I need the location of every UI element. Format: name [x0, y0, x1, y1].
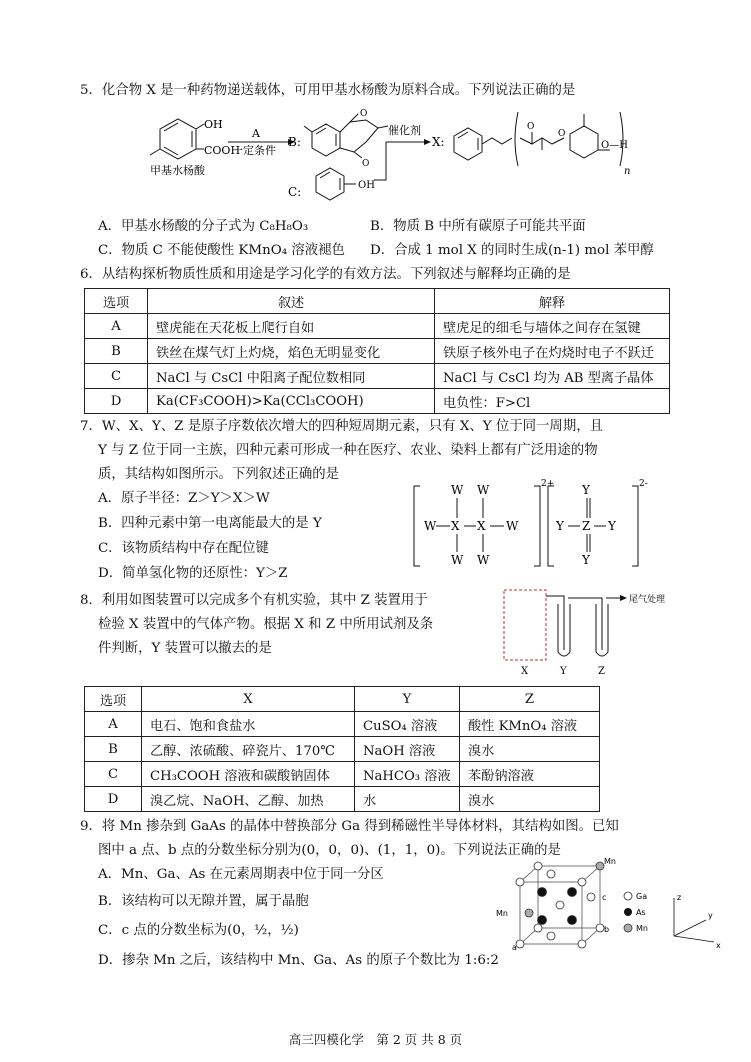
- atom-w-bottom-1: W: [451, 553, 464, 567]
- mn-legend-icon: [624, 924, 632, 932]
- table-row: [85, 389, 670, 414]
- q9-stem-line-1: 9．将 Mn 掺杂到 GaAs 的晶体中替换部分 Ga 得到稀磁性半导体材料，其结构如图。已知: [80, 819, 619, 834]
- x-repeat-n: n: [624, 166, 631, 177]
- cell-option: A: [85, 712, 142, 737]
- q7-structure-diagram: [410, 478, 650, 578]
- q7-stem-line-3: 质，其结构如图所示。下列叙述正确的是: [98, 467, 340, 482]
- q6-stem: 6．从结构探析物质性质和用途是学习化学的有效方法。下列叙述与解释均正确的是: [80, 267, 571, 282]
- mn-left-label: Mn: [496, 909, 508, 918]
- arrow2-catalyst: 催化剂: [388, 124, 421, 137]
- q9-option-d: D．掺杂 Mn 之后，该结构中 Mn、Ga、As 的原子个数比为 1:6:2: [98, 953, 499, 968]
- table-row: [85, 737, 600, 762]
- cell-y: 水: [355, 787, 460, 812]
- q7-stem-line-1: 7．W、X、Y、Z 是原子序数依次增大的四种短周期元素，只有 X、Y 位于同一周期，且: [80, 419, 603, 434]
- legend-as: As: [636, 908, 646, 917]
- q7-stem-line-2: Y 与 Z 位于同一主族，四种元素可形成一种在医疗、农业、染料上都有广泛用途的物: [98, 443, 598, 458]
- table-row: [85, 712, 600, 737]
- cell-option: A: [85, 314, 148, 339]
- table-header-row: [85, 289, 670, 314]
- page-footer: 高三四模化学 第 2 页 共 8 页: [288, 1032, 463, 1047]
- cell-option: C: [85, 762, 142, 787]
- cell-x: 溴乙烷、NaOH、乙醇、加热: [142, 787, 355, 812]
- crystal-legend: [624, 892, 648, 933]
- table-row: [85, 787, 600, 812]
- atom-y-right: Y: [608, 519, 616, 533]
- c-oh-label: OH: [358, 180, 375, 191]
- cell-option: D: [85, 787, 142, 812]
- header-option: 选项: [85, 687, 142, 712]
- axis-z-label: z: [677, 893, 682, 902]
- table-header-row: [85, 687, 600, 712]
- cooh-label: COOH: [204, 144, 241, 157]
- header-statement: 叙述: [148, 289, 435, 314]
- cell-option: B: [85, 737, 142, 762]
- point-b-label: b: [604, 925, 610, 934]
- atom-y-top: Y: [582, 483, 590, 497]
- atom-y-bottom: Y: [582, 553, 590, 567]
- cation-charge: 2+: [541, 479, 555, 489]
- atom-w-left: W: [424, 519, 437, 533]
- axis-y-label: y: [708, 911, 713, 920]
- b-label: B:: [288, 135, 301, 149]
- anion-charge: 2-: [639, 479, 648, 489]
- atom-y-left: Y: [556, 519, 564, 533]
- q8-stem-line-1: 8．利用如图装置可以完成多个有机实验，其中 Z 装置用于: [80, 593, 428, 608]
- q8-apparatus-diagram: [498, 586, 678, 678]
- q8-table: [84, 686, 600, 812]
- q6-table: [84, 288, 670, 414]
- q8-stem-line-3: 件判断，Y 装置可以撤去的是: [98, 641, 272, 656]
- q9-option-b: B．该结构可以无隙并置，属于晶胞: [98, 894, 309, 909]
- axis-x-label: x: [716, 941, 721, 950]
- as-legend-icon: [624, 908, 632, 916]
- b-carbonyl-o-bottom: O: [362, 159, 370, 169]
- compound-b-structure: [304, 114, 388, 158]
- cell-y: NaOH 溶液: [355, 737, 460, 762]
- q5-option-c: C．物质 C 不能使酸性 KMnO₄ 溶液褪色: [98, 243, 345, 258]
- q5-option-d: D．合成 1 mol X 的同时生成(n-1) mol 苯甲醇: [370, 243, 654, 258]
- mn-top-label: Mn: [604, 858, 616, 866]
- q8-stem-line-2: 检验 X 装置中的气体产物。根据 X 和 Z 中所用试剂及条: [98, 617, 434, 632]
- cell-option: B: [85, 339, 148, 364]
- cell-explanation: 电负性：F>Cl: [435, 389, 670, 414]
- atom-w-right: W: [506, 519, 519, 533]
- table-row: [85, 364, 670, 389]
- q7-option-c: C．该物质结构中存在配位键: [98, 541, 269, 556]
- header-explanation: 解释: [435, 289, 670, 314]
- q7-option-b: B．四种元素中第一电离能最大的是 Y: [98, 516, 322, 531]
- label-y: Y: [560, 666, 567, 677]
- cell-z: 苯酚钠溶液: [460, 762, 600, 787]
- label-z: Z: [598, 666, 605, 677]
- table-row: [85, 314, 670, 339]
- methylsalicylic-acid-name: 甲基水杨酸: [150, 164, 205, 177]
- cell-statement: NaCl 与 CsCl 中阳离子配位数相同: [148, 364, 435, 389]
- x-carbonyl-o-1: O: [527, 122, 535, 132]
- x-label: X:: [432, 135, 445, 149]
- cell-z: 溴水: [460, 737, 600, 762]
- atom-x-1: X: [451, 519, 460, 533]
- x-end-oh: O—H: [601, 140, 628, 151]
- b-carbonyl-o-top: O: [360, 109, 368, 119]
- label-x: X: [521, 666, 529, 677]
- cell-explanation: 铁原子核外电子在灼烧时电子不跃迁: [435, 339, 670, 364]
- coordinate-axes: [674, 898, 714, 942]
- cell-explanation: 壁虎足的细毛与墙体之间存在氢键: [435, 314, 670, 339]
- cell-option: C: [85, 364, 148, 389]
- cell-z: 酸性 KMnO₄ 溶液: [460, 712, 600, 737]
- atom-w-top-2: W: [477, 483, 490, 497]
- cell-x: 电石、饱和食盐水: [142, 712, 355, 737]
- point-a-label: a: [512, 943, 517, 952]
- q5-reaction-scheme: [140, 104, 740, 214]
- table-row: [85, 762, 600, 787]
- q9-option-a: A．Mn、Ga、As 在元素周期表中位于同一分区: [98, 867, 384, 882]
- oh-label: OH: [204, 118, 223, 131]
- header-z: Z: [460, 687, 600, 712]
- cell-statement: 铁丝在煤气灯上灼烧，焰色无明显变化: [148, 339, 435, 364]
- tail-gas-label: 尾气处理: [629, 595, 666, 605]
- header-option: 选项: [85, 289, 148, 314]
- q5-stem: 5．化合物 X 是一种药物递送载体，可用甲基水杨酸为原料合成。下列说法正确的是: [80, 83, 576, 98]
- atom-w-top-1: W: [451, 483, 464, 497]
- cell-option: D: [85, 389, 148, 414]
- atom-x-2: X: [477, 519, 486, 533]
- atom-sites: [516, 862, 607, 948]
- q7-option-d: D．简单氢化物的还原性：Y＞Z: [98, 566, 288, 581]
- cell-statement: 壁虎能在天花板上爬行自如: [148, 314, 435, 339]
- cell-x: 乙醇、浓硫酸、碎瓷片、170℃: [142, 737, 355, 762]
- legend-ga: Ga: [636, 892, 648, 901]
- legend-mn: Mn: [636, 924, 648, 933]
- arrow1-reagent: A: [252, 127, 260, 140]
- cell-explanation: NaCl 与 CsCl 均为 AB 型离子晶体: [435, 364, 670, 389]
- header-x: X: [142, 687, 355, 712]
- q5-option-a: A．甲基水杨酸的分子式为 C₈H₈O₃: [98, 219, 309, 234]
- header-y: Y: [355, 687, 460, 712]
- ga-legend-icon: [624, 892, 632, 900]
- cell-y: NaHCO₃ 溶液: [355, 762, 460, 787]
- arrow1-condition: 一定条件: [232, 144, 276, 157]
- q7-option-a: A．原子半径：Z＞Y＞X＞W: [98, 491, 270, 506]
- table-row: [85, 339, 670, 364]
- point-c-label: c: [602, 893, 607, 902]
- cell-z: 溴水: [460, 787, 600, 812]
- apparatus-x-box: [504, 590, 546, 660]
- q5-option-b: B．物质 B 中所有碳原子可能共平面: [370, 219, 586, 234]
- q9-option-c: C．c 点的分数坐标为(0，½，½): [98, 923, 299, 938]
- q9-crystal-diagram: [494, 858, 730, 954]
- cell-statement: Ka(CF₃COOH)>Ka(CCl₃COOH): [148, 389, 435, 414]
- cell-x: CH₃COOH 溶液和碳酸钠固体: [142, 762, 355, 787]
- atom-w-bottom-2: W: [477, 553, 490, 567]
- q9-stem-line-2: 图中 a 点、b 点的分数坐标分别为(0，0，0)、(1，1，0)。下列说法正确的是: [98, 843, 561, 858]
- cell-y: CuSO₄ 溶液: [355, 712, 460, 737]
- methylsalicylic-acid-structure: [150, 119, 204, 159]
- x-carbonyl-o-2: O: [558, 129, 566, 139]
- polymer-x-structure: [454, 112, 623, 166]
- atom-z: Z: [582, 519, 591, 533]
- c-label: C:: [288, 185, 302, 199]
- benzyl-alcohol-structure: [316, 168, 356, 200]
